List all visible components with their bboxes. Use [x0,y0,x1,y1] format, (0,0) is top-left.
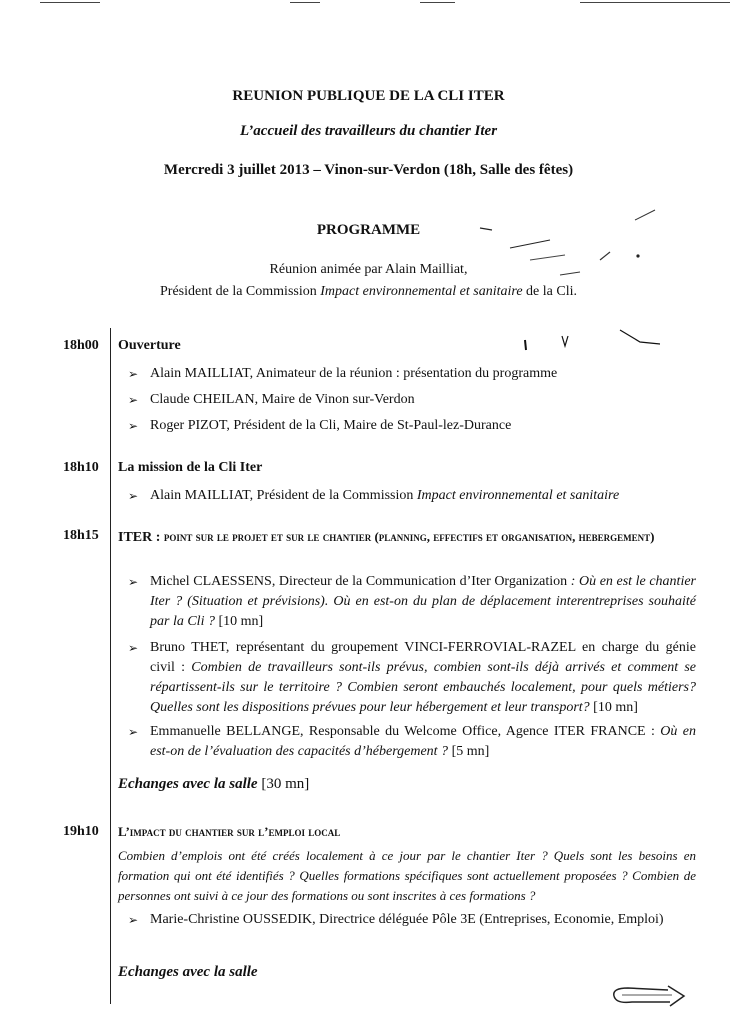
section-title-impact: L’impact du chantier sur l’emploi local [118,824,341,839]
event-dateline: Mercredi 3 juillet 2013 – Vinon-sur-Verdon (18h, Salle des fêtes) [163,162,574,178]
list-item: ➢ Michel CLAESSENS, Directeur de la Communication d’Iter Organization : Où en est le chantier Iter ? (Situation et prévisions). Où en est-on du plan de déplacement interentreprises souhaité par la Cli ? [10 mn] [128,574,696,629]
arrow-bullet-icon: ➢ [128,419,139,433]
arrow-bullet-icon: ➢ [128,489,139,503]
list-item: ➢ Alain MAILLIAT, Président de la Commission Impact environnemental et sanitaire [128,486,696,506]
moderator-suffix: de la Cli. [522,284,577,299]
arrow-bullet-icon: ➢ [128,725,139,739]
list-item: ➢ Emmanuelle BELLANGE, Responsable du Welcome Office, Agence ITER FRANCE : Où en est-on de l’évaluation des capacités d’hébergement ? [5 mn] [128,724,696,759]
scan-artifact [580,2,730,3]
exchange-line: Echanges avec la salle [30 mn] [118,776,310,792]
list-item: ➢ Alain MAILLIAT, Animateur de la réunion : présentation du programme [128,364,696,384]
next-page-arrow-icon [608,982,688,1012]
time-label: 18h00 [63,338,99,353]
arrow-bullet-icon: ➢ [128,393,139,407]
time-label: 19h10 [63,824,99,839]
exchange-line: Echanges avec la salle [118,964,258,980]
section-title-ouverture: Ouverture [118,338,181,353]
arrow-bullet-icon: ➢ [128,641,139,655]
time-label: 18h15 [63,528,99,543]
document-subtitle: L’accueil des travailleurs du chantier Iter [239,123,498,139]
handwritten-marks [470,200,670,360]
scan-artifact [40,2,100,3]
section-title-iter: ITER : point sur le projet et sur le chantier (planning, effectifs et organisation, hebergement) [118,529,655,545]
list-item: ➢ Roger PIZOT, Président de la Cli, Maire de St-Paul-lez-Durance [128,416,696,436]
impact-questions: Combien d’emplois ont été créés localement à ce jour par le chantier Iter ? Quels sont les besoins en formation qui ont été identifiés ? Quelles formations spécifiques sont actuellement proposées ? Combien de personnes ont suivi à ce jour des formations ou sont inscrites à ces formations ? [118,848,696,903]
scan-artifact [420,2,455,3]
moderator-line1: Réunion animée par Alain Mailliat, [269,262,468,277]
document-title: REUNION PUBLIQUE DE LA CLI ITER [232,88,505,104]
scan-artifact [290,2,320,3]
arrow-bullet-icon: ➢ [128,367,139,381]
commission-name: Impact environnemental et sanitaire [320,284,523,299]
moderator-prefix: Président de la Commission [160,284,321,299]
arrow-bullet-icon: ➢ [128,575,139,589]
time-label: 18h10 [63,460,99,475]
list-item: ➢ Bruno THET, représentant du groupement VINCI-FERROVIAL-RAZEL en charge du génie civil : Combien de travailleurs sont-ils prévus, combien sont-ils déjà arrivés et comment se répartissent-ils sur le territoire ? Combien seront embauchés localement, pour quels métiers? Quelles sont les dispositions prévues pour leur hébergement et leur transport? [10 mn] [128,640,696,715]
programme-heading: PROGRAMME [316,222,421,238]
list-item: ➢ Claude CHEILAN, Maire de Vinon sur-Verdon [128,390,696,410]
arrow-bullet-icon: ➢ [128,913,139,927]
schedule-divider [110,328,111,1004]
section-title-mission: La mission de la Cli Iter [118,460,263,475]
list-item: ➢ Marie-Christine OUSSEDIK, Directrice déléguée Pôle 3E (Entreprises, Economie, Emploi) [128,910,696,930]
